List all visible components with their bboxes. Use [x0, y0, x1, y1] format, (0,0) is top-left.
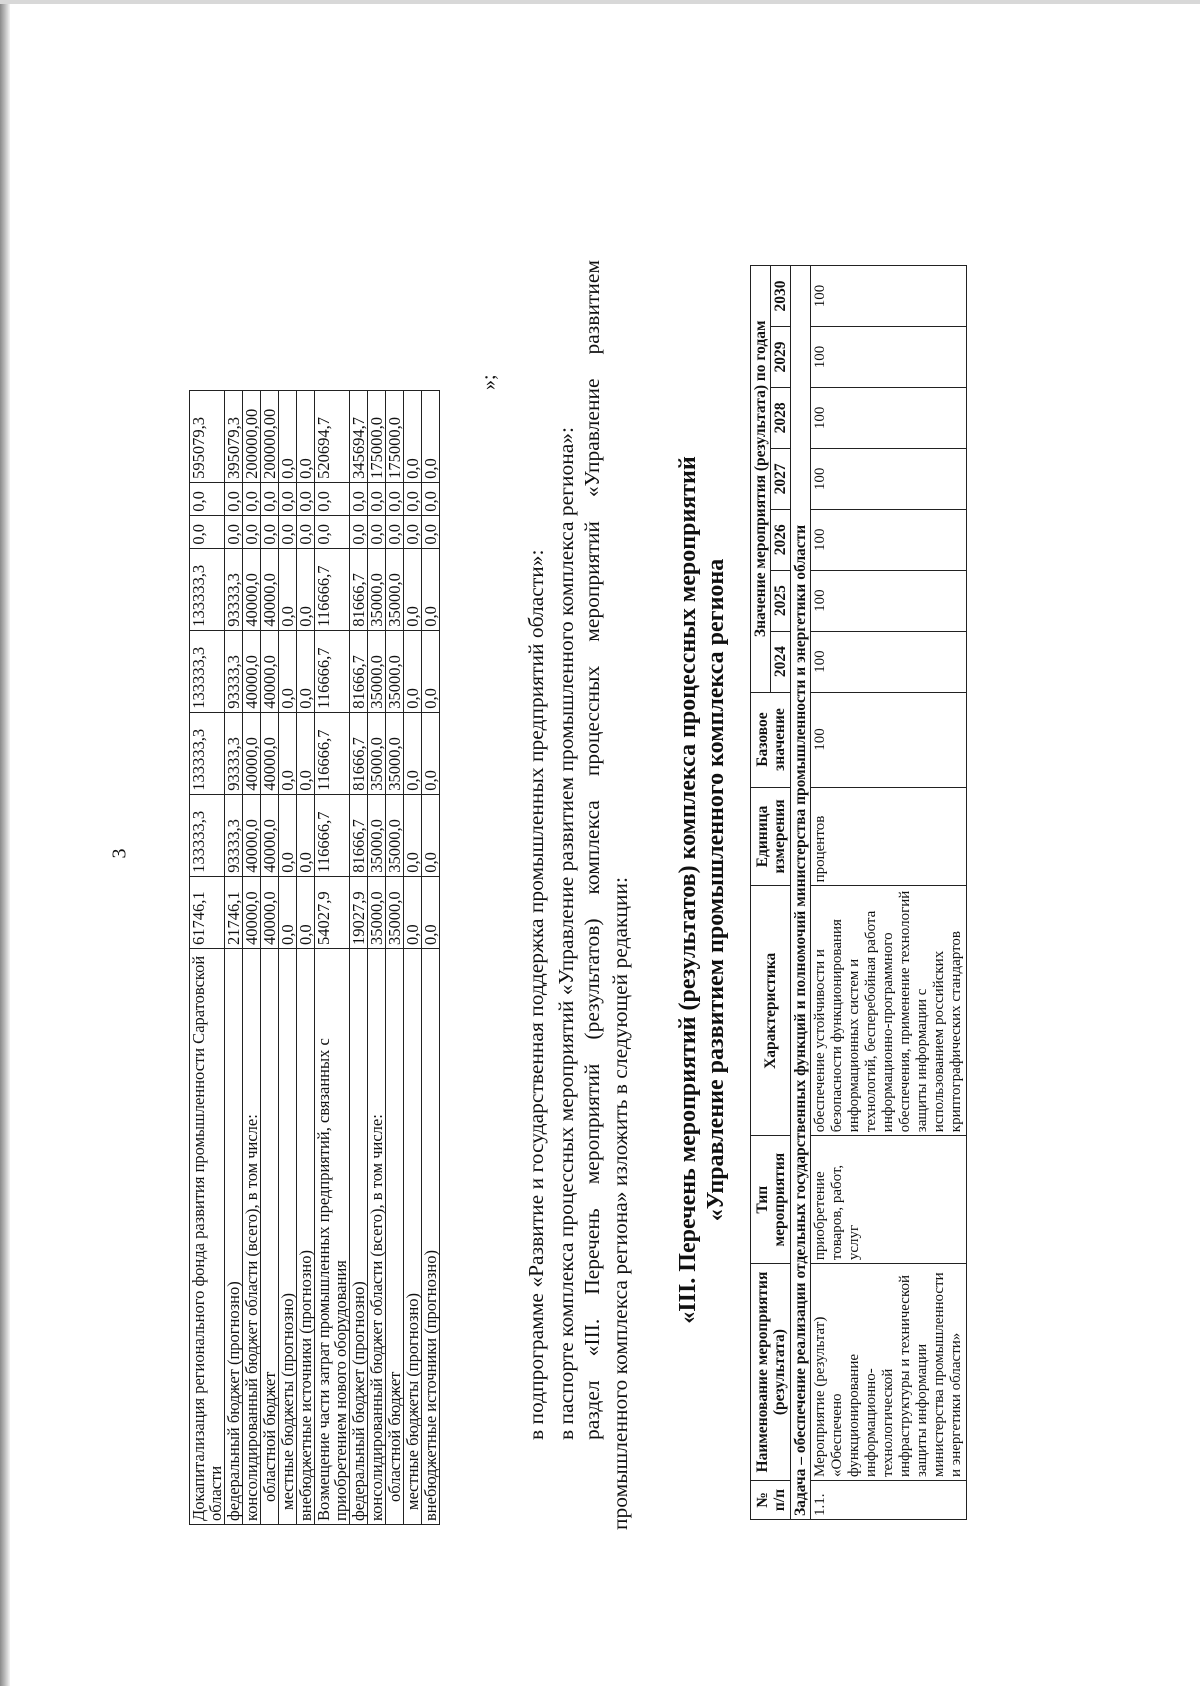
finance-cell: 0,0 — [368, 482, 386, 515]
finance-row-label: внебюджетные источники (прогнозно) — [297, 949, 315, 1525]
finance-cell: 133333,3 — [190, 630, 225, 712]
table-row — [225, 391, 243, 1525]
finance-row-label: областной бюджет — [261, 949, 279, 1525]
header-year: 2025 — [771, 570, 791, 631]
finance-cell: 35000,0 — [386, 630, 404, 712]
finance-cell: 0,0 — [422, 482, 440, 515]
scan-edge-left — [0, 0, 10, 1686]
finance-cell: 0,0 — [422, 794, 440, 876]
event-value-2029: 100 — [811, 327, 967, 388]
table-row — [315, 391, 350, 1525]
finance-cell: 93333,3 — [225, 794, 243, 876]
finance-cell: 40000,0 — [243, 876, 261, 948]
header-base: Базовое значение — [751, 692, 791, 787]
finance-cell: 54027,9 — [315, 876, 350, 948]
finance-row-label: областной бюджет — [386, 949, 404, 1525]
finance-cell: 35000,0 — [368, 712, 386, 794]
finance-row-label: федеральный бюджет (прогнозно) — [225, 949, 243, 1525]
event-name: Мероприятие (результат) «Обеспечено функционирование информационно-технологической инфраструктуры и технической защиты информации министерства промышленности и энергетики области» — [811, 1264, 967, 1481]
header-num: № п/п — [751, 1481, 791, 1520]
header-unit: Единица измерения — [751, 787, 791, 886]
event-value-2027: 100 — [811, 448, 967, 509]
finance-row-label: местные бюджеты (прогнозно) — [279, 949, 297, 1525]
rotated-page-content — [175, 130, 1095, 1530]
finance-table — [189, 390, 440, 1525]
event-value-2026: 100 — [811, 509, 967, 570]
finance-cell: 0,0 — [404, 515, 422, 548]
finance-cell: 0,0 — [279, 794, 297, 876]
finance-cell: 0,0 — [350, 515, 368, 548]
finance-cell: 175000,0 — [386, 391, 404, 483]
table-row — [422, 391, 440, 1525]
event-value-2028: 100 — [811, 387, 967, 448]
finance-cell: 0,0 — [404, 391, 422, 483]
finance-cell: 0,0 — [279, 876, 297, 948]
finance-cell: 81666,7 — [350, 548, 368, 630]
finance-cell: 0,0 — [297, 876, 315, 948]
finance-cell: 175000,0 — [368, 391, 386, 483]
finance-row-label: Возмещение части затрат промышленных предприятий, связанных с приобретением нового оборудования — [315, 949, 350, 1525]
table-row — [350, 391, 368, 1525]
finance-cell: 0,0 — [404, 876, 422, 948]
finance-table-body — [190, 391, 440, 1525]
event-unit: процентов — [811, 787, 967, 886]
finance-cell: 0,0 — [404, 794, 422, 876]
finance-cell: 0,0 — [422, 515, 440, 548]
finance-cell: 40000,0 — [243, 712, 261, 794]
section-heading-line2: «Управление развитием промышленного комплекса региона — [703, 558, 729, 1222]
finance-cell: 0,0 — [279, 548, 297, 630]
table-row — [404, 391, 422, 1525]
finance-cell: 0,0 — [297, 548, 315, 630]
finance-row-label: внебюджетные источники (прогнозно) — [422, 949, 440, 1525]
finance-cell: 35000,0 — [386, 548, 404, 630]
finance-cell: 35000,0 — [368, 794, 386, 876]
finance-cell: 0,0 — [404, 630, 422, 712]
table-row — [243, 391, 261, 1525]
finance-row-label: местные бюджеты (прогнозно) — [404, 949, 422, 1525]
finance-cell: 395079,3 — [225, 391, 243, 483]
finance-cell: 40000,0 — [261, 548, 279, 630]
header-type: Тип мероприятия — [751, 1136, 791, 1264]
closing-mark: »; — [478, 374, 500, 390]
finance-cell: 93333,3 — [225, 548, 243, 630]
paragraph-subprogram: в подпрограмме «Развитие и государственная поддержка промышленных предприятий области»: — [524, 549, 548, 1440]
table-row — [279, 391, 297, 1525]
page-number: 3 — [108, 848, 131, 859]
finance-cell: 0,0 — [261, 482, 279, 515]
finance-cell: 200000,00 — [261, 391, 279, 483]
event-value-2024: 100 — [811, 631, 967, 692]
finance-cell: 35000,0 — [368, 548, 386, 630]
finance-cell: 116666,7 — [315, 712, 350, 794]
finance-cell: 0,0 — [261, 515, 279, 548]
paragraph-section-a: раздел «III. Перечень мероприятий (результатов) комплекса процессных мероприятий «Управление развитием — [580, 260, 604, 1440]
scan-edge-top — [0, 0, 1200, 4]
finance-row-label: федеральный бюджет (прогнозно) — [350, 949, 368, 1525]
finance-cell: 19027,9 — [350, 876, 368, 948]
finance-row-label: Докапитализация регионального фонда развития промышленности Саратовской области — [190, 949, 225, 1525]
table-row — [386, 391, 404, 1525]
finance-cell: 35000,0 — [368, 876, 386, 948]
finance-cell: 0,0 — [404, 482, 422, 515]
finance-row-label: консолидированный бюджет области (всего), в том числе: — [368, 949, 386, 1525]
paragraph-passport: в паспорте комплекса процессных мероприятий «Управление развитием промышленного комплекса региона»: — [554, 426, 578, 1440]
section-heading-line1: «III. Перечень мероприятий (результатов) комплекса процессных мероприятий — [675, 456, 701, 1324]
header-year: 2028 — [771, 387, 791, 448]
finance-cell: 0,0 — [297, 630, 315, 712]
finance-cell: 35000,0 — [368, 630, 386, 712]
finance-cell: 61746,1 — [190, 876, 225, 948]
finance-cell: 0,0 — [386, 482, 404, 515]
finance-cell: 0,0 — [422, 630, 440, 712]
finance-cell: 40000,0 — [243, 548, 261, 630]
finance-cell: 81666,7 — [350, 630, 368, 712]
finance-cell: 0,0 — [279, 391, 297, 483]
finance-cell: 0,0 — [404, 548, 422, 630]
finance-cell: 0,0 — [279, 515, 297, 548]
finance-cell: 35000,0 — [386, 712, 404, 794]
event-type: приобретение товаров, работ, услуг — [811, 1136, 967, 1264]
paragraph-section-b: промышленного комплекса региона» изложить в следующей редакции: — [608, 877, 632, 1530]
finance-cell: 0,0 — [297, 794, 315, 876]
finance-cell: 40000,0 — [243, 794, 261, 876]
finance-cell: 0,0 — [386, 515, 404, 548]
header-name: Наименование мероприятия (результата) — [751, 1264, 791, 1481]
finance-cell: 0,0 — [422, 876, 440, 948]
event-base: 100 — [811, 692, 967, 787]
finance-cell: 595079,3 — [190, 391, 225, 483]
finance-cell: 93333,3 — [225, 630, 243, 712]
finance-cell: 0,0 — [225, 515, 243, 548]
header-year: 2024 — [771, 631, 791, 692]
event-characteristic: обеспечение устойчивости и безопасности функционирования информационных систем и технологий, бесперебойная работа информационно-программного обеспечения, применение технологий защиты информации с использованием российских криптографических стандартов — [811, 886, 967, 1136]
finance-cell: 0,0 — [297, 391, 315, 483]
finance-cell: 35000,0 — [386, 794, 404, 876]
finance-cell: 0,0 — [422, 391, 440, 483]
finance-cell: 35000,0 — [386, 876, 404, 948]
table-row — [811, 266, 967, 1520]
finance-cell: 40000,0 — [261, 794, 279, 876]
finance-cell: 0,0 — [315, 482, 350, 515]
finance-cell: 200000,00 — [243, 391, 261, 483]
table-row — [368, 391, 386, 1525]
finance-cell: 93333,3 — [225, 712, 243, 794]
finance-cell: 116666,7 — [315, 630, 350, 712]
header-values-title: Значение мероприятия (результата) по годам — [751, 266, 771, 693]
event-value-2025: 100 — [811, 570, 967, 631]
finance-cell: 40000,0 — [261, 876, 279, 948]
finance-cell: 0,0 — [297, 712, 315, 794]
finance-cell: 0,0 — [243, 482, 261, 515]
header-year: 2030 — [771, 266, 791, 327]
finance-cell: 0,0 — [225, 482, 243, 515]
header-year: 2029 — [771, 327, 791, 388]
finance-cell: 21746,1 — [225, 876, 243, 948]
table-row — [261, 391, 279, 1525]
finance-cell: 520694,7 — [315, 391, 350, 483]
finance-cell: 0,0 — [315, 515, 350, 548]
finance-cell: 0,0 — [368, 515, 386, 548]
finance-cell: 133333,3 — [190, 548, 225, 630]
finance-cell: 0,0 — [190, 482, 225, 515]
finance-cell: 0,0 — [422, 548, 440, 630]
task-row: Задача – обеспечение реализации отдельных государственных функций и полномочий министерства промышленности и энергетики области — [791, 266, 811, 1520]
table-row — [297, 391, 315, 1525]
event-num: 1.1. — [811, 1481, 967, 1520]
header-characteristic: Характеристика — [751, 886, 791, 1136]
event-value-2030: 100 — [811, 266, 967, 327]
finance-cell: 40000,0 — [261, 712, 279, 794]
finance-cell: 40000,0 — [243, 630, 261, 712]
finance-cell: 0,0 — [404, 712, 422, 794]
table-row — [190, 391, 225, 1525]
finance-cell: 0,0 — [297, 482, 315, 515]
finance-cell: 0,0 — [422, 712, 440, 794]
finance-cell: 0,0 — [190, 515, 225, 548]
finance-cell: 81666,7 — [350, 712, 368, 794]
finance-cell: 116666,7 — [315, 794, 350, 876]
finance-cell: 0,0 — [350, 482, 368, 515]
finance-cell: 133333,3 — [190, 712, 225, 794]
finance-row-label: консолидированный бюджет области (всего), в том числе: — [243, 949, 261, 1525]
finance-cell: 0,0 — [279, 630, 297, 712]
header-year: 2026 — [771, 509, 791, 570]
finance-cell: 116666,7 — [315, 548, 350, 630]
finance-cell: 81666,7 — [350, 794, 368, 876]
events-table — [750, 265, 967, 1520]
finance-cell: 0,0 — [297, 515, 315, 548]
finance-cell: 0,0 — [279, 712, 297, 794]
finance-cell: 345694,7 — [350, 391, 368, 483]
finance-cell: 0,0 — [243, 515, 261, 548]
finance-cell: 40000,0 — [261, 630, 279, 712]
finance-cell: 133333,3 — [190, 794, 225, 876]
header-year: 2027 — [771, 448, 791, 509]
finance-cell: 0,0 — [279, 482, 297, 515]
